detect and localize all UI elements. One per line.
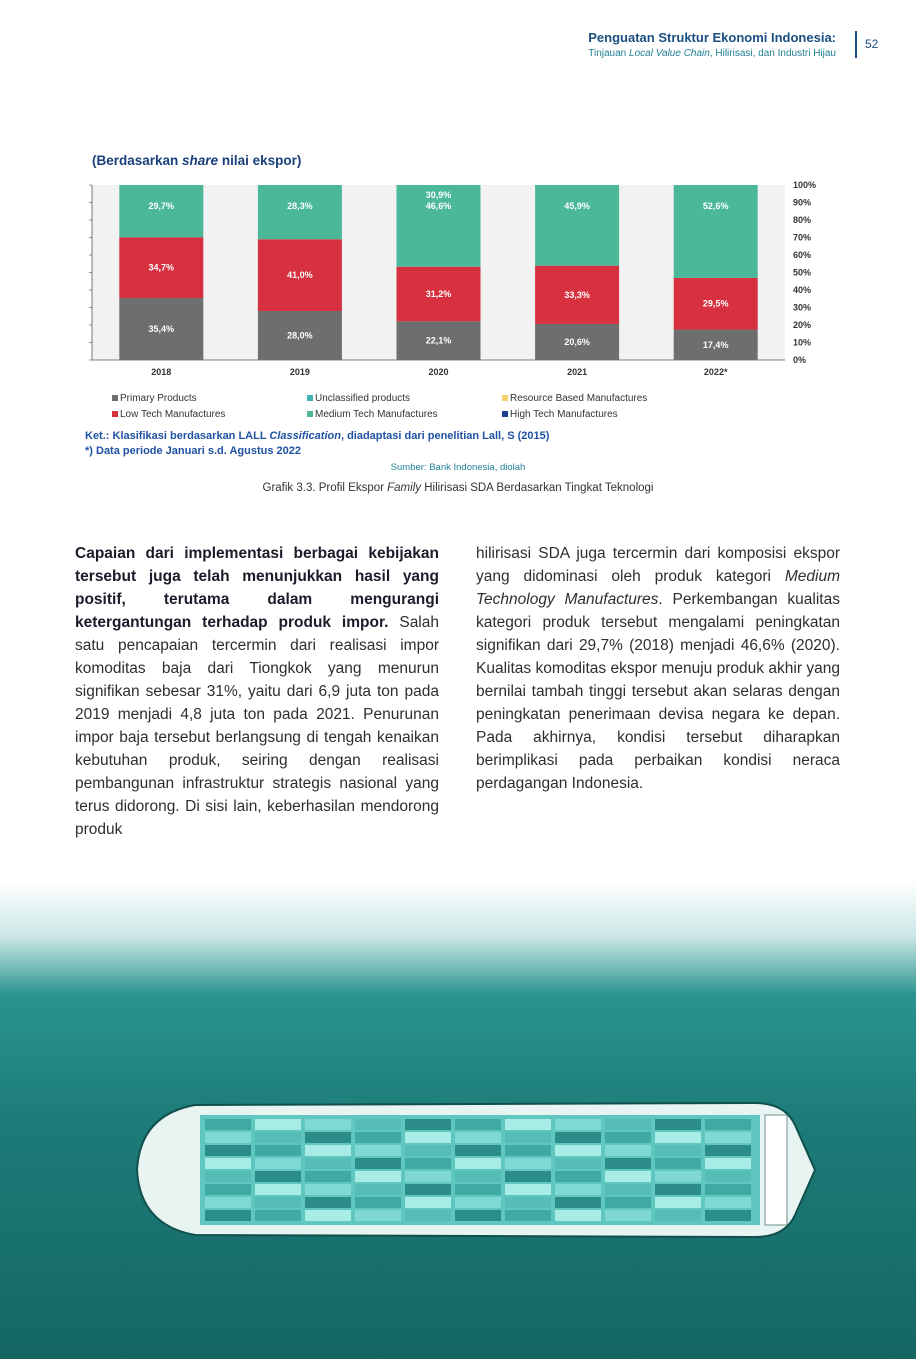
container-block — [555, 1184, 601, 1195]
cargo-ship-image — [135, 1095, 825, 1245]
container-block — [655, 1119, 701, 1130]
container-block — [605, 1132, 651, 1143]
container-block — [405, 1210, 451, 1221]
container-block — [505, 1119, 551, 1130]
container-block — [605, 1171, 651, 1182]
bar-data-label: 29,7% — [148, 201, 175, 211]
body-lead-bold: Capaian dari implementasi berbagai kebijakan tersebut juga telah menunjukkan hasil yang positif, terutama dalam mengurangi ketergantungan terhadap produk impor. — [75, 545, 439, 631]
container-block — [205, 1145, 251, 1156]
y-tick-label: 90% — [793, 197, 812, 208]
container-block — [255, 1184, 301, 1195]
container-block — [455, 1145, 501, 1156]
container-block — [405, 1119, 451, 1130]
container-block — [255, 1119, 301, 1130]
y-tick-label: 100% — [793, 180, 817, 190]
container-block — [455, 1132, 501, 1143]
container-block — [505, 1132, 551, 1143]
container-block — [305, 1171, 351, 1182]
chart-title: (Berdasarkan share nilai ekspor) — [92, 153, 302, 168]
container-block — [405, 1145, 451, 1156]
container-block — [355, 1184, 401, 1195]
container-block — [355, 1158, 401, 1169]
x-tick-label: 2019 — [289, 367, 310, 377]
legend-item — [112, 409, 307, 420]
x-tick-label: 2021 — [567, 367, 588, 377]
container-block — [705, 1158, 751, 1169]
body-column-right: hilirisasi SDA juga tercermin dari komposisi ekspor yang didominasi oleh produk kategori Medium Technology Manufactures. Perkembangan kualitas kategori produk tersebut mengalami peningkatan signifikan dari 29,7% (2018) menjadi 46,6% (2020). Kualitas komoditas ekspor menuju produk akhir yang bernilai tambah tinggi tersebut akan selaras dengan peningkatan penerimaan devisa negara ke depan. Pada akhirnya, kondisi tersebut diharapkan berimplikasi pada perbaikan kondisi neraca perdagangan Indonesia. — [476, 545, 840, 792]
running-header — [588, 30, 836, 59]
container-block — [205, 1184, 251, 1195]
legend-swatch — [502, 411, 508, 417]
container-block — [205, 1197, 251, 1208]
legend-label: High Tech Manufactures — [510, 408, 618, 420]
y-tick-label: 10% — [793, 337, 812, 348]
container-block — [555, 1158, 601, 1169]
container-block — [605, 1145, 651, 1156]
container-block — [655, 1158, 701, 1169]
container-block — [355, 1197, 401, 1208]
container-block — [655, 1197, 701, 1208]
container-block — [655, 1210, 701, 1221]
container-block — [605, 1184, 651, 1195]
container-block — [605, 1197, 651, 1208]
container-block — [305, 1132, 351, 1143]
legend-label: Unclassified products — [315, 392, 411, 404]
container-block — [605, 1210, 651, 1221]
container-block — [405, 1171, 451, 1182]
header-title: Penguatan Struktur Ekonomi Indonesia: — [588, 30, 836, 45]
x-tick-label: 2018 — [151, 367, 172, 377]
container-block — [305, 1145, 351, 1156]
legend-row — [112, 406, 712, 422]
body-column-left — [75, 542, 439, 841]
container-block — [505, 1184, 551, 1195]
container-block — [405, 1184, 451, 1195]
container-block — [605, 1158, 651, 1169]
legend-item — [502, 393, 702, 404]
legend-item — [502, 409, 702, 420]
bar-data-label: 17,4% — [702, 339, 729, 350]
container-block — [705, 1145, 751, 1156]
container-block — [555, 1145, 601, 1156]
container-block — [355, 1132, 401, 1143]
y-tick-label: 30% — [793, 302, 812, 313]
container-block — [705, 1171, 751, 1182]
stacked-bar-chart — [80, 170, 840, 385]
chart-source: Sumber: Bank Indonesia, diolah — [390, 462, 526, 473]
note-period: *) Data periode Januari s.d. Agustus 2022 — [85, 445, 301, 457]
container-block — [305, 1210, 351, 1221]
legend-swatch — [307, 411, 313, 417]
bar-segment — [119, 185, 203, 237]
container-block — [655, 1132, 701, 1143]
x-tick-label: 2020 — [428, 367, 449, 377]
legend-swatch — [307, 395, 313, 401]
container-block — [505, 1197, 551, 1208]
container-block — [205, 1210, 251, 1221]
container-block — [255, 1171, 301, 1182]
legend-swatch — [112, 411, 118, 417]
bar-extra-label: 30,9% — [425, 190, 452, 200]
container-block — [405, 1158, 451, 1169]
y-tick-label: 0% — [793, 355, 807, 365]
container-block — [705, 1210, 751, 1221]
container-block — [455, 1171, 501, 1182]
container-block — [555, 1197, 601, 1208]
legend-label: Primary Products — [120, 392, 197, 404]
y-tick-label: 60% — [793, 250, 812, 260]
container-block — [605, 1119, 651, 1130]
container-block — [305, 1158, 351, 1169]
note-classification: Ket.: Klasifikasi berdasarkan LALL Classification, diadaptasi dari penelitian Lall, S (2015) — [85, 430, 550, 442]
bar-segment — [258, 185, 342, 239]
legend-label: Low Tech Manufactures — [120, 408, 226, 420]
container-block — [405, 1132, 451, 1143]
bar-data-label: 28,0% — [287, 330, 313, 341]
legend-swatch — [112, 395, 118, 401]
container-block — [505, 1210, 551, 1221]
container-block — [205, 1119, 251, 1130]
ship-bridge — [765, 1115, 787, 1225]
legend-row — [112, 390, 712, 406]
container-block — [455, 1184, 501, 1195]
container-block — [655, 1184, 701, 1195]
container-block — [305, 1184, 351, 1195]
bar-segment — [674, 185, 758, 278]
legend-label: Resource Based Manufactures — [510, 392, 648, 404]
legend-swatch — [502, 395, 508, 401]
y-tick-label: 70% — [793, 232, 812, 243]
container-block — [705, 1132, 751, 1143]
x-tick-label: 2022* — [703, 367, 728, 377]
bar-data-label: 20,6% — [564, 336, 590, 347]
container-block — [705, 1184, 751, 1195]
y-tick-label: 80% — [793, 215, 812, 225]
container-block — [455, 1119, 501, 1130]
container-block — [505, 1171, 551, 1182]
container-block — [555, 1210, 601, 1221]
container-block — [205, 1171, 251, 1182]
container-block — [555, 1119, 601, 1130]
container-block — [355, 1119, 401, 1130]
container-block — [355, 1145, 401, 1156]
chart-notes — [85, 429, 549, 459]
container-block — [455, 1197, 501, 1208]
bar-data-label: 52,6% — [702, 201, 729, 211]
legend-item — [112, 393, 307, 404]
bar-data-label: 45,9% — [564, 201, 590, 211]
header-subtitle: Tinjauan Local Value Chain, Hilirisasi, dan Industri Hijau — [588, 48, 836, 59]
container-block — [655, 1171, 701, 1182]
bar-data-label: 41,0% — [287, 270, 313, 281]
container-block — [405, 1197, 451, 1208]
container-block — [255, 1197, 301, 1208]
y-tick-label: 50% — [793, 267, 812, 278]
chart-legend — [112, 390, 712, 422]
container-block — [705, 1197, 751, 1208]
container-block — [455, 1158, 501, 1169]
container-block — [255, 1132, 301, 1143]
legend-item — [307, 409, 502, 420]
container-block — [355, 1210, 401, 1221]
legend-item — [307, 393, 502, 404]
body-left-text: Salah satu pencapaian tercermin dari realisasi impor komoditas baja dari Tiongkok yang menurun signifikan sebesar 31%, yaitu dari 6,9 juta ton pada 2019 menjadi 4,8 juta ton pada 2021. Penurunan impor baja tersebut berlangsung di tengah kenaikan kebutuhan produk, seiring dengan realisasi pembangunan infrastruktur strategis nasional yang terus didorong. Di sisi lain, keberhasilan mendorong produk — [75, 614, 439, 838]
container-block — [555, 1132, 601, 1143]
container-block — [305, 1197, 351, 1208]
y-tick-label: 40% — [793, 285, 812, 295]
container-block — [305, 1119, 351, 1130]
figure-caption: Grafik 3.3. Profil Ekspor Family Hilirisasi SDA Berdasarkan Tingkat Teknologi — [262, 482, 654, 494]
bar-data-label: 33,3% — [564, 289, 590, 300]
bar-data-label: 46,6% — [425, 201, 452, 211]
bar-data-label: 22,1% — [425, 335, 452, 346]
container-deck — [200, 1115, 760, 1225]
container-block — [255, 1145, 301, 1156]
body-italic-term: Medium Technology Manufactures — [476, 568, 840, 608]
container-block — [255, 1210, 301, 1221]
container-block — [655, 1145, 701, 1156]
bar-data-label: 34,7% — [148, 262, 175, 273]
container-block — [255, 1158, 301, 1169]
container-block — [455, 1210, 501, 1221]
header-divider — [855, 31, 857, 58]
bar-data-label: 28,3% — [287, 201, 313, 211]
y-tick-label: 20% — [793, 320, 812, 330]
container-block — [505, 1158, 551, 1169]
bar-segment — [535, 185, 619, 266]
container-block — [355, 1171, 401, 1182]
container-block — [705, 1119, 751, 1130]
legend-label: Medium Tech Manufactures — [315, 408, 438, 420]
bar-data-label: 35,4% — [148, 324, 175, 335]
page-number: 52 — [865, 37, 879, 51]
bar-data-label: 31,2% — [425, 289, 452, 300]
bar-data-label: 29,5% — [702, 298, 729, 309]
container-block — [555, 1171, 601, 1182]
container-block — [205, 1132, 251, 1143]
container-block — [505, 1145, 551, 1156]
container-block — [205, 1158, 251, 1169]
